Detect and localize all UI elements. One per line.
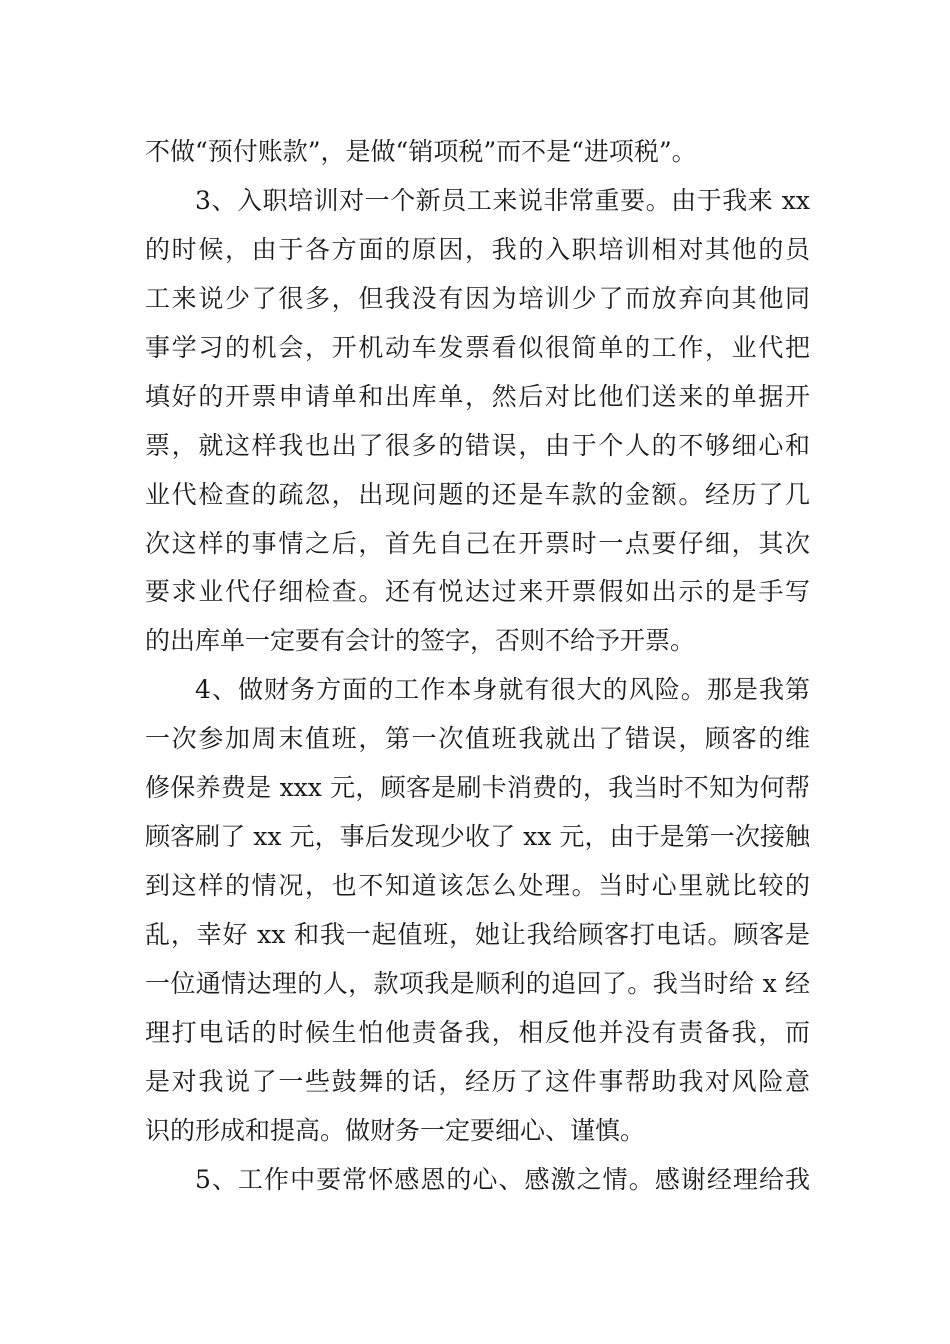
text-line-22: 5、工作中要常怀感恩的心、感激之情。感谢经理给我 [195, 1164, 810, 1194]
text-line-2: 3、入职培训对一个新员工来说非常重要。由于我来 xx [195, 185, 810, 215]
text-line-10: 要求业代仔细检查。还有悦达过来开票假如出示的是手写 [145, 577, 810, 607]
text-line-19: 理打电话的时候生怕他责备我，相反他并没有责备我，而 [145, 1017, 810, 1047]
document-body [145, 128, 810, 1205]
text-line-21: 识的形成和提高。做财务一定要细心、谨慎。 [145, 1115, 646, 1145]
text-line-16: 到这样的情况，也不知道该怎么处理。当时心里就比较的 [145, 871, 810, 901]
text-line-14: 修保养费是 xxx 元，顾客是刷卡消费的，我当时不知为何帮 [145, 773, 810, 803]
text-line-18: 一位通情达理的人，款项我是顺利的追回了。我当时给 x 经 [145, 968, 810, 998]
text-line-15: 顾客刷了 xx 元，事后发现少收了 xx 元，由于是第一次接触 [145, 822, 810, 852]
text-line-3: 的时候，由于各方面的原因，我的入职培训相对其他的员 [145, 234, 810, 264]
text-line-12: 4、做财务方面的工作本身就有很大的风险。那是我第 [195, 675, 810, 705]
text-line-20: 是对我说了一些鼓舞的话，经历了这件事帮助我对风险意 [145, 1066, 810, 1096]
text-line-6: 填好的开票申请单和出库单，然后对比他们送来的单据开 [145, 381, 810, 411]
text-line-8: 业代检查的疏忽，出现问题的还是车款的金额。经历了几 [145, 479, 810, 509]
text-line-17: 乱，幸好 xx 和我一起值班，她让我给顾客打电话。顾客是 [145, 920, 810, 949]
text-line-5: 事学习的机会，开机动车发票看似很简单的工作，业代把 [145, 332, 810, 362]
text-line-7: 票，就这样我也出了很多的错误，由于个人的不够细心和 [145, 430, 810, 460]
text-line-13: 一次参加周末值班，第一次值班我就出了错误，顾客的维 [145, 724, 810, 754]
text-line-4: 工来说少了很多，但我没有因为培训少了而放弃向其他同 [145, 283, 810, 313]
text-line-11: 的出库单一定要有会计的签字，否则不给予开票。 [145, 626, 696, 656]
text-line-9: 次这样的事情之后，首先自己在开票时一点要仔细，其次 [145, 528, 810, 558]
text-line-1: 不做“预付账款”，是做“销项税”而不是“进项税”。 [145, 137, 697, 166]
